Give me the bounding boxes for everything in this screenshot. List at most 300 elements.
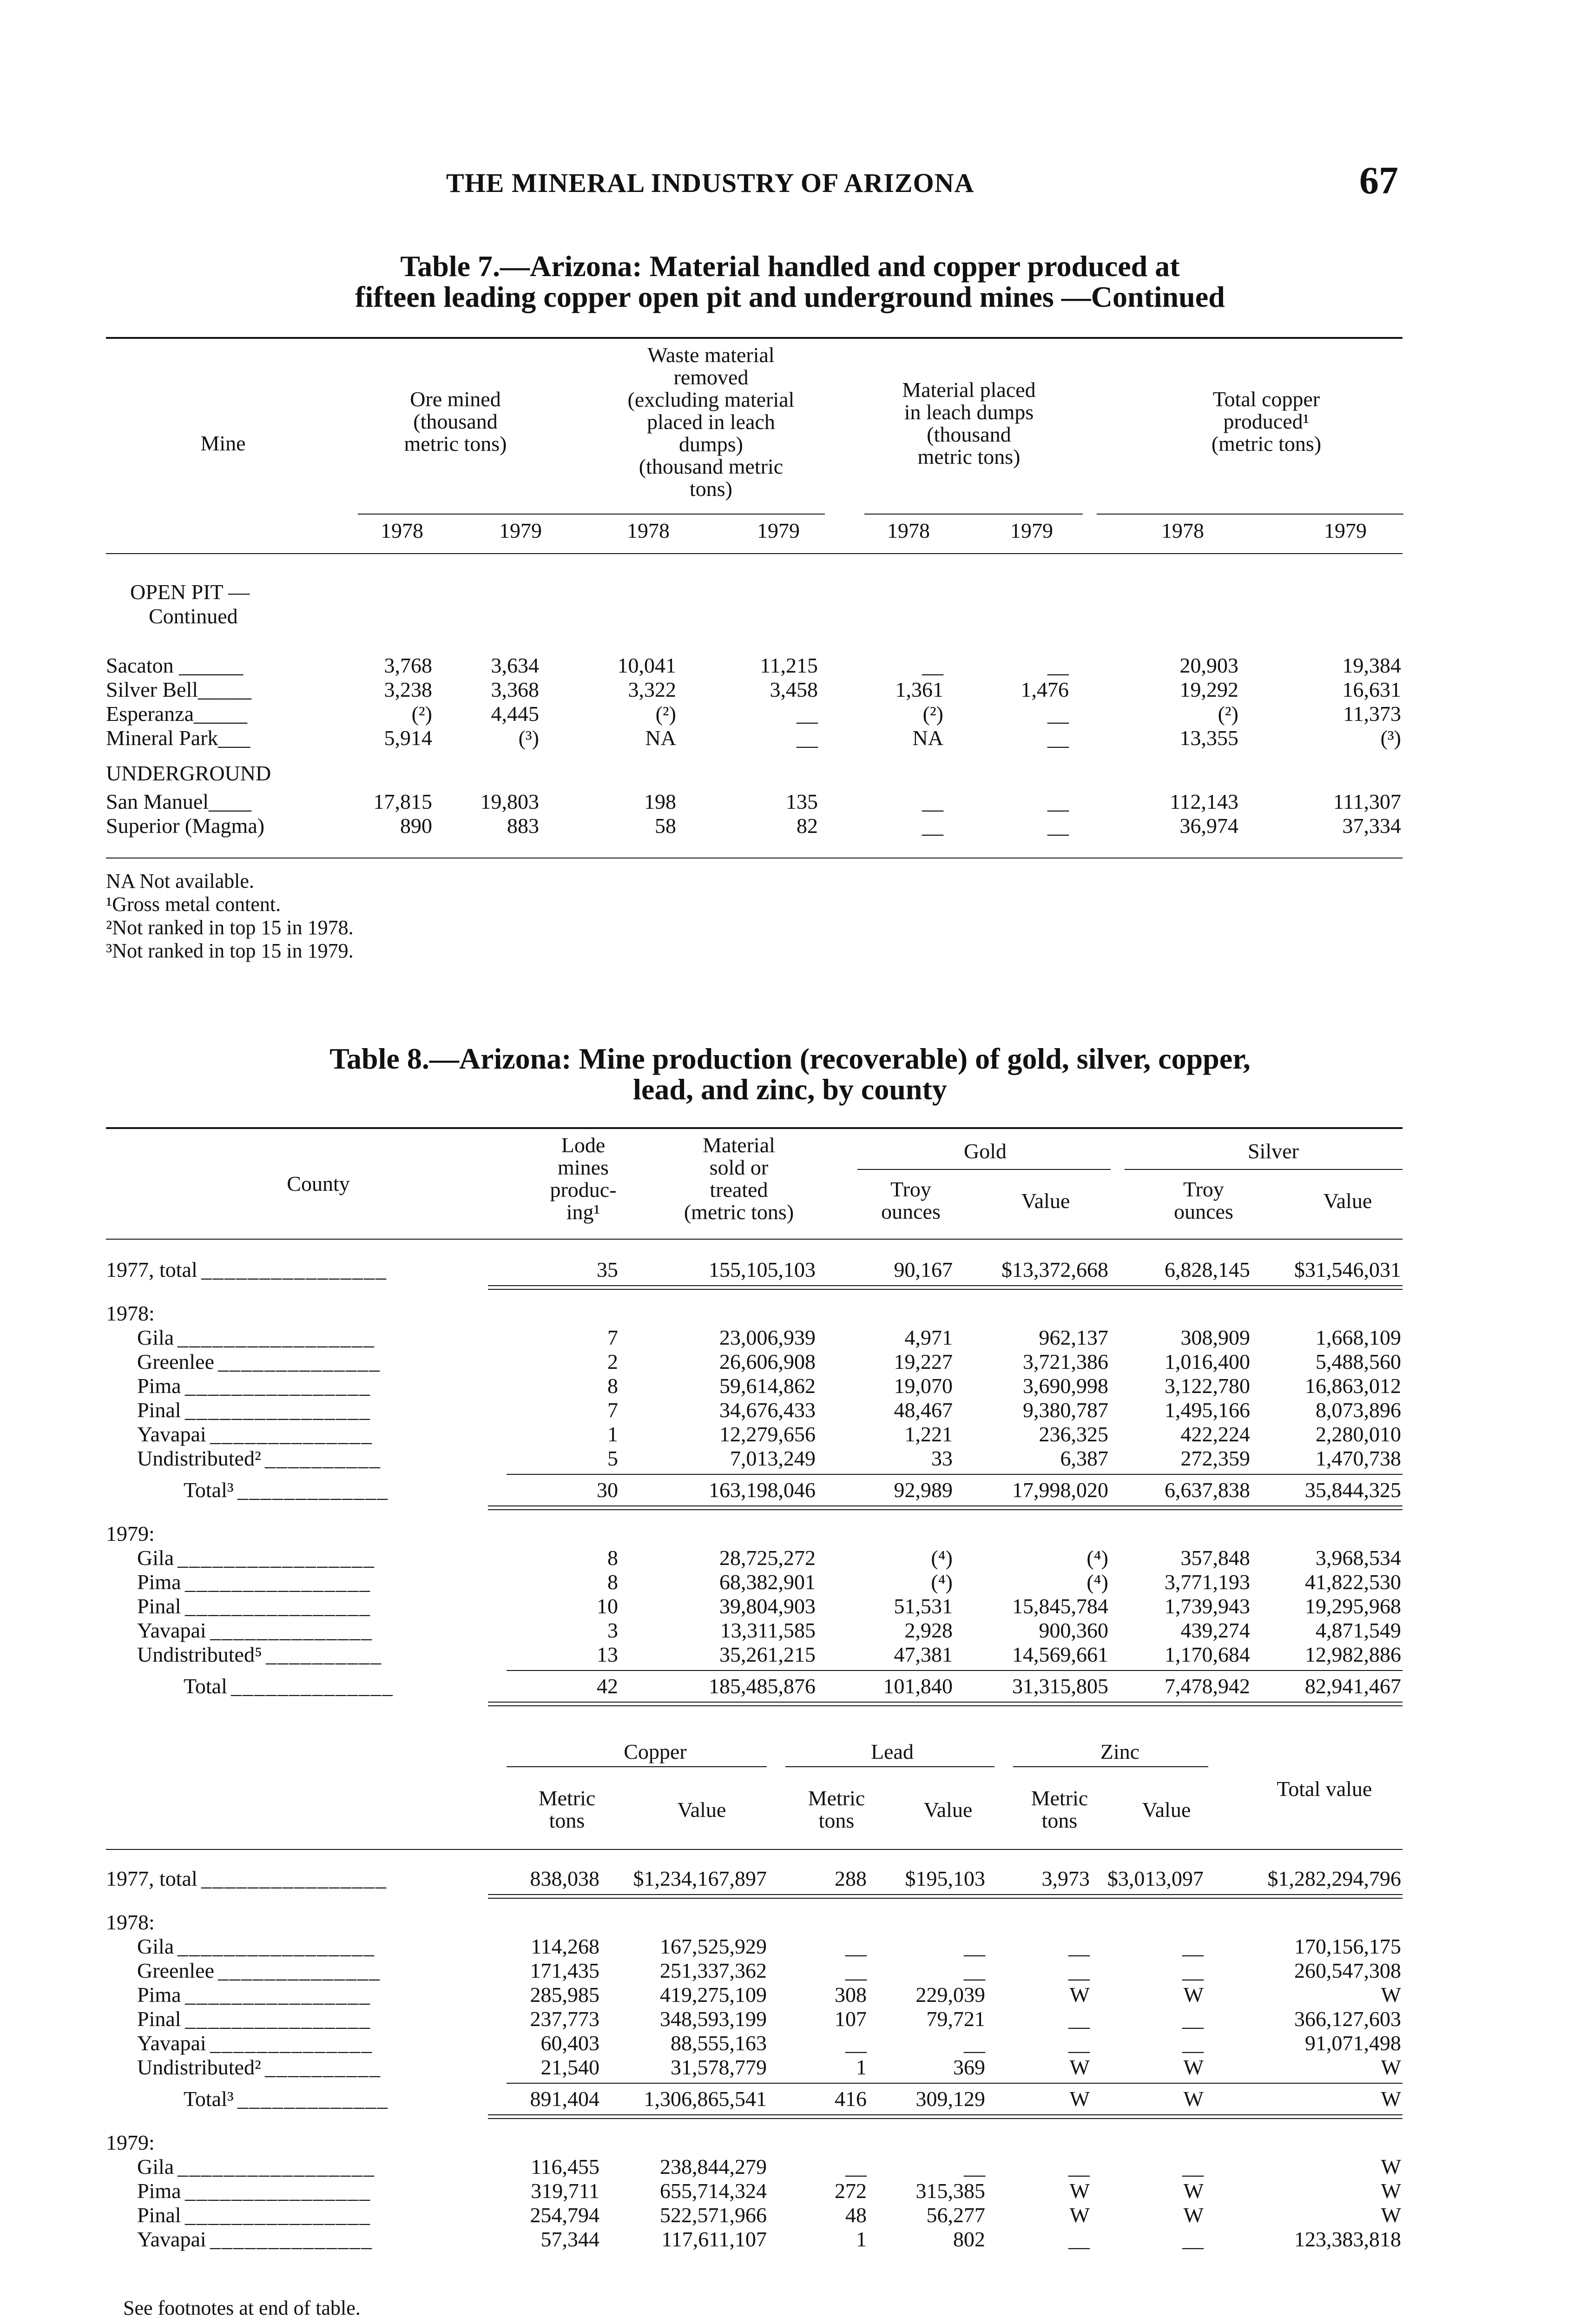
table-row xyxy=(0,2227,1580,2251)
cell-value: __ xyxy=(922,790,943,813)
cell-value: 90,167 xyxy=(894,1258,953,1281)
year-label: 1978: xyxy=(106,1910,155,1934)
cell-value: 366,127,603 xyxy=(1294,2007,1401,2031)
section-rule xyxy=(488,1702,1402,1703)
cell-value: 117,611,107 xyxy=(661,2227,767,2251)
county-label: Undistributed⁵ xyxy=(137,1643,263,1666)
cell-value: 114,268 xyxy=(531,1934,599,1958)
table7-top-rule xyxy=(106,337,1402,339)
county-label: Yavapai xyxy=(137,2031,206,2055)
county-label: Undistributed² xyxy=(137,2055,261,2079)
table8-col-total-value: Total value xyxy=(1277,1777,1372,1801)
table8-rule-silver xyxy=(1125,1169,1402,1170)
cell-value: 167,525,929 xyxy=(660,1934,767,1958)
cell-value: $3,013,097 xyxy=(1107,1867,1204,1890)
cell-value: $195,103 xyxy=(905,1867,985,1890)
section-rule xyxy=(488,1289,1402,1290)
cell-value: 23,006,939 xyxy=(719,1326,816,1349)
total-row xyxy=(0,1674,1580,1698)
table7-year: 1979 xyxy=(499,519,542,542)
cell-value: 883 xyxy=(507,814,539,838)
cell-value: 6,387 xyxy=(1060,1446,1108,1470)
cell-value: 3,458 xyxy=(770,678,818,701)
table8-col-value-copper: Value xyxy=(677,1798,726,1822)
section-rule xyxy=(488,1705,1402,1706)
cell-value: 3,968,534 xyxy=(1316,1546,1401,1570)
cell-value: (⁴) xyxy=(1086,1546,1108,1570)
table7-year: 1979 xyxy=(1010,519,1053,542)
table-row xyxy=(0,1349,1580,1373)
total-row xyxy=(0,1478,1580,1502)
cell-value: __ xyxy=(1068,1959,1090,1982)
table-row xyxy=(0,701,1580,726)
cell-value: 369 xyxy=(953,2055,985,2079)
cell-value: 308,909 xyxy=(1180,1326,1250,1349)
cell-value: W xyxy=(1381,2203,1401,2227)
leader-dots: ______________ xyxy=(218,1959,381,1982)
cell-value: (²) xyxy=(655,702,676,726)
table7-rule-copper xyxy=(1097,514,1403,515)
table7-year: 1979 xyxy=(1324,519,1367,542)
cell-value: 10,041 xyxy=(617,654,676,677)
table-row xyxy=(0,1958,1580,1982)
leader-dots: ________________ xyxy=(185,2203,371,2227)
cell-value: 3,721,386 xyxy=(1023,1350,1108,1373)
cell-value: 288 xyxy=(835,1867,867,1890)
county-label: Pinal xyxy=(137,1398,181,1422)
cell-value: W xyxy=(1069,2203,1090,2227)
cell-value: 6,637,838 xyxy=(1165,1478,1250,1502)
county-label: Pima xyxy=(137,1374,181,1398)
table7-rule-leach xyxy=(864,514,1083,515)
cell-value: 308 xyxy=(835,1983,867,2007)
section-rule xyxy=(488,1285,1402,1286)
cell-value: W xyxy=(1183,1983,1204,2007)
table8-col-metric-lead: Metric tons xyxy=(808,1786,865,1832)
cell-value: __ xyxy=(1068,2155,1090,2179)
cell-value: 890 xyxy=(400,814,432,838)
mine-name: Superior (Magma) xyxy=(106,814,265,838)
table8-col-value-lead: Value xyxy=(923,1798,973,1822)
cell-value: __ xyxy=(1047,814,1069,838)
cell-value: 251,337,362 xyxy=(660,1959,767,1982)
cell-value: 237,773 xyxy=(530,2007,599,2031)
table7-title-line1: Table 7.—Arizona: Material handled and copper produced at xyxy=(400,250,1180,283)
cell-value: __ xyxy=(1182,1934,1204,1958)
cell-value: __ xyxy=(1068,2227,1090,2251)
cell-value: 123,383,818 xyxy=(1294,2227,1401,2251)
cell-value: 10 xyxy=(597,1594,618,1618)
county-label: Pinal xyxy=(137,1594,181,1618)
table8-rule-lead xyxy=(785,1766,994,1767)
leader-dots: ______________ xyxy=(218,1350,381,1373)
cell-value: 11,373 xyxy=(1343,702,1401,726)
cell-value: __ xyxy=(1047,726,1069,750)
table-row xyxy=(0,1446,1580,1470)
cell-value: 11,215 xyxy=(760,654,818,677)
cell-value: 26,606,908 xyxy=(719,1350,816,1373)
cell-value: W xyxy=(1381,2179,1401,2203)
county-label: Greenlee xyxy=(137,1350,214,1373)
cell-value: 8 xyxy=(607,1570,618,1594)
table8-header-rule xyxy=(106,1239,1402,1240)
cell-value: 4,445 xyxy=(491,702,539,726)
county-label: Yavapai xyxy=(137,1618,206,1642)
cell-value: 185,485,876 xyxy=(709,1674,816,1698)
table7-title-line2: fifteen leading copper open pit and underground mines —Continued xyxy=(355,280,1225,313)
table7-col-leach: Material placed in leach dumps (thousand metric tons) xyxy=(902,378,1036,469)
leader-dots: __________ xyxy=(266,1643,382,1666)
county-label: 1977, total xyxy=(106,1867,198,1890)
cell-value: __ xyxy=(1182,2031,1204,2055)
cell-value: 14,569,661 xyxy=(1012,1643,1108,1666)
cell-value: W xyxy=(1069,1983,1090,2007)
county-label: Pima xyxy=(137,1983,181,2007)
leader-dots: _____________ xyxy=(237,2087,388,2111)
cell-value: 7 xyxy=(607,1398,618,1422)
table-row xyxy=(0,1618,1580,1642)
cell-value: $31,546,031 xyxy=(1294,1258,1401,1281)
cell-value: 13 xyxy=(597,1643,618,1666)
leader-dots: ________________ xyxy=(185,1570,371,1594)
table-row xyxy=(0,2203,1580,2227)
cell-value: 2 xyxy=(607,1350,618,1373)
cell-value: (⁴) xyxy=(931,1546,953,1570)
cell-value: 19,292 xyxy=(1179,678,1238,701)
table7-col-ore: Ore mined (thousand metric tons) xyxy=(404,387,507,456)
cell-value: 5 xyxy=(607,1446,618,1470)
table7-footnote: NA Not available. xyxy=(106,870,254,892)
cell-value: 39,804,903 xyxy=(719,1594,816,1618)
table-row xyxy=(0,789,1580,813)
cell-value: __ xyxy=(1182,1959,1204,1982)
county-label: Total xyxy=(184,1674,227,1698)
cell-value: W xyxy=(1183,2055,1204,2079)
table8-title-line2: lead, and zinc, by county xyxy=(633,1073,947,1106)
cell-value: 12,982,886 xyxy=(1305,1643,1401,1666)
cell-value: 33 xyxy=(931,1446,953,1470)
cell-value: 1,668,109 xyxy=(1316,1326,1401,1349)
cell-value: 31,578,779 xyxy=(671,2055,767,2079)
cell-value: 17,998,020 xyxy=(1012,1478,1108,1502)
year-heading xyxy=(0,1301,1580,1325)
county-label: 1977, total xyxy=(106,1258,198,1281)
leader-dots: _____________ xyxy=(237,1478,388,1502)
table8-col-metric-zinc: Metric tons xyxy=(1031,1786,1088,1832)
table-row xyxy=(0,1325,1580,1349)
cell-value: 48,467 xyxy=(894,1398,953,1422)
cell-value: 357,848 xyxy=(1180,1546,1250,1570)
cell-value: 19,803 xyxy=(480,790,539,813)
table-row xyxy=(0,1866,1580,1890)
cell-value: 31,315,805 xyxy=(1012,1674,1108,1698)
county-label: Pima xyxy=(137,1570,181,1594)
cell-value: 21,540 xyxy=(540,2055,599,2079)
leader-dots: ________________ xyxy=(185,2007,371,2031)
table8-header2-rule xyxy=(106,1849,1402,1850)
cell-value: 7 xyxy=(607,1326,618,1349)
cell-value: 1 xyxy=(856,2227,867,2251)
cell-value: __ xyxy=(1182,2227,1204,2251)
cell-value: 51,531 xyxy=(894,1594,953,1618)
table8-rule-gold xyxy=(857,1169,1111,1170)
table8-col-zinc: Zinc xyxy=(1100,1740,1140,1763)
cell-value: 3,634 xyxy=(491,654,539,677)
year-label: 1978: xyxy=(106,1301,155,1325)
cell-value: 4,871,549 xyxy=(1316,1618,1401,1642)
cell-value: 3,322 xyxy=(628,678,676,701)
cell-value: 3,238 xyxy=(384,678,432,701)
cell-value: 13,311,585 xyxy=(720,1618,816,1642)
leader-dots: _________________ xyxy=(178,2155,375,2179)
cell-value: W xyxy=(1183,2179,1204,2203)
county-label: Gila xyxy=(137,1326,174,1349)
cell-value: 16,631 xyxy=(1342,678,1401,701)
cell-value: (²) xyxy=(1218,702,1238,726)
cell-value: 1,170,684 xyxy=(1165,1643,1250,1666)
cell-value: 3,768 xyxy=(384,654,432,677)
cell-value: 82,941,467 xyxy=(1305,1674,1401,1698)
leader-dots: ______________ xyxy=(231,1674,394,1698)
cell-value: W xyxy=(1381,2055,1401,2079)
leader-dots: ________________ xyxy=(185,2179,371,2203)
cell-value: 88,555,163 xyxy=(671,2031,767,2055)
cell-value: 107 xyxy=(835,2007,867,2031)
table8-col-value-zinc: Value xyxy=(1142,1798,1191,1822)
cell-value: 1,476 xyxy=(1020,678,1069,701)
cell-value: 92,989 xyxy=(894,1478,953,1502)
cell-value: 42 xyxy=(597,1674,618,1698)
county-label: Gila xyxy=(137,1546,174,1570)
cell-value: 1,221 xyxy=(904,1422,953,1446)
section-rule xyxy=(488,2114,1402,2115)
cell-value: __ xyxy=(1068,2031,1090,2055)
cell-value: 48 xyxy=(845,2203,867,2227)
table8-col-lode: Lode mines produc- ing¹ xyxy=(550,1133,617,1224)
total-row xyxy=(0,2086,1580,2111)
cell-value: 116,455 xyxy=(531,2155,599,2179)
table-row xyxy=(0,2154,1580,2179)
leader-dots: ________________ xyxy=(185,1398,371,1422)
cell-value: __ xyxy=(964,2031,985,2055)
cell-value: __ xyxy=(845,2155,867,2179)
cell-value: __ xyxy=(964,1934,985,1958)
cell-value: 36,974 xyxy=(1179,814,1238,838)
county-label: Yavapai xyxy=(137,1422,206,1446)
cell-value: 47,381 xyxy=(894,1643,953,1666)
cell-value: 101,840 xyxy=(883,1674,953,1698)
leader-dots: _________________ xyxy=(178,1546,375,1570)
cell-value: 2,280,010 xyxy=(1316,1422,1401,1446)
cell-value: __ xyxy=(1047,654,1069,677)
table8-col-copper: Copper xyxy=(624,1740,687,1763)
cell-value: NA xyxy=(912,726,943,750)
table8-col-troy-silver: Troy ounces xyxy=(1174,1177,1233,1223)
cell-value: 285,985 xyxy=(530,1983,599,2007)
cell-value: 171,435 xyxy=(530,1959,599,1982)
cell-value: 260,547,308 xyxy=(1294,1959,1401,1982)
cell-value: 16,863,012 xyxy=(1305,1374,1401,1398)
section-rule xyxy=(488,1509,1402,1510)
table7-year: 1978 xyxy=(1161,519,1204,542)
table-row xyxy=(0,1594,1580,1618)
cell-value: 1 xyxy=(856,2055,867,2079)
table8-col-troy-gold: Troy ounces xyxy=(881,1177,941,1223)
cell-value: (³) xyxy=(1380,726,1401,750)
cell-value: 19,295,968 xyxy=(1305,1594,1401,1618)
table8-rule-zinc xyxy=(1013,1766,1208,1767)
cell-value: 1,016,400 xyxy=(1165,1350,1250,1373)
mine-name: Esperanza_____ xyxy=(106,702,247,726)
cell-value: W xyxy=(1381,1983,1401,2007)
table7-col-mine: Mine xyxy=(200,431,246,455)
cell-value: 419,275,109 xyxy=(660,1983,767,2007)
cell-value: 7,013,249 xyxy=(730,1446,816,1470)
mine-name: Sacaton ______ xyxy=(106,654,244,677)
cell-value: 12,279,656 xyxy=(719,1422,816,1446)
cell-value: 348,593,199 xyxy=(660,2007,767,2031)
cell-value: __ xyxy=(845,1934,867,1958)
cell-value: 3,973 xyxy=(1041,1867,1090,1890)
cell-value: 8,073,896 xyxy=(1316,1398,1401,1422)
table8-col-value-silver: Value xyxy=(1323,1189,1372,1213)
cell-value: 13,355 xyxy=(1179,726,1238,750)
cell-value: 309,129 xyxy=(915,2087,985,2111)
total-rule xyxy=(507,1474,1402,1475)
cell-value: 522,571,966 xyxy=(660,2203,767,2227)
cell-value: __ xyxy=(845,2031,867,2055)
cell-value: 79,721 xyxy=(926,2007,985,2031)
cell-value: 170,156,175 xyxy=(1294,1934,1401,1958)
table8-col-metric-copper: Metric tons xyxy=(538,1786,596,1832)
cell-value: __ xyxy=(1068,1934,1090,1958)
county-label: Pima xyxy=(137,2179,181,2203)
cell-value: __ xyxy=(964,2155,985,2179)
cell-value: NA xyxy=(645,726,676,750)
table7-header-rule xyxy=(106,553,1402,554)
table7-rule-ore-waste xyxy=(358,514,825,515)
cell-value: 3,122,780 xyxy=(1165,1374,1250,1398)
cell-value: __ xyxy=(922,814,943,838)
cell-value: $13,372,668 xyxy=(1001,1258,1108,1281)
cell-value: 19,384 xyxy=(1342,654,1401,677)
table-row xyxy=(0,813,1580,838)
table-row xyxy=(0,1642,1580,1666)
table8-col-county: County xyxy=(287,1172,350,1195)
table8-col-lead: Lead xyxy=(871,1740,914,1763)
table8-col-material: Material sold or treated (metric tons) xyxy=(684,1133,794,1224)
cell-value: W xyxy=(1381,2155,1401,2179)
running-title: THE MINERAL INDUSTRY OF ARIZONA xyxy=(446,168,974,198)
cell-value: __ xyxy=(1182,2155,1204,2179)
table-row xyxy=(0,726,1580,750)
cell-value: 20,903 xyxy=(1179,654,1238,677)
cell-value: 5,914 xyxy=(384,726,432,750)
leader-dots: ________________ xyxy=(201,1867,387,1890)
cell-value: __ xyxy=(1182,2007,1204,2031)
county-label: Total³ xyxy=(184,2087,234,2111)
cell-value: 91,071,498 xyxy=(1305,2031,1401,2055)
table7-footnote: ²Not ranked in top 15 in 1978. xyxy=(106,916,354,939)
table7-year: 1978 xyxy=(381,519,423,542)
cell-value: 1 xyxy=(607,1422,618,1446)
table7-year: 1979 xyxy=(757,519,800,542)
leader-dots: ______________ xyxy=(210,1618,373,1642)
leader-dots: ______________ xyxy=(210,2227,373,2251)
cell-value: 254,794 xyxy=(530,2203,599,2227)
table-row xyxy=(0,1545,1580,1570)
table-row xyxy=(0,1934,1580,1958)
mine-name: Silver Bell_____ xyxy=(106,678,252,701)
leader-dots: ______________ xyxy=(210,2031,373,2055)
cell-value: (⁴) xyxy=(931,1570,953,1594)
cell-value: (²) xyxy=(411,702,432,726)
table-row xyxy=(0,677,1580,701)
county-label: Gila xyxy=(137,2155,174,2179)
year-label: 1979: xyxy=(106,1522,155,1545)
cell-value: W xyxy=(1381,2087,1401,2111)
cell-value: 1,306,865,541 xyxy=(644,2087,767,2111)
cell-value: __ xyxy=(1047,702,1069,726)
cell-value: 155,105,103 xyxy=(709,1258,816,1281)
table-row xyxy=(0,1422,1580,1446)
cell-value: W xyxy=(1183,2203,1204,2227)
cell-value: 891,404 xyxy=(530,2087,599,2111)
county-label: Gila xyxy=(137,1934,174,1958)
cell-value: 28,725,272 xyxy=(719,1546,816,1570)
cell-value: W xyxy=(1069,2055,1090,2079)
cell-value: 3,368 xyxy=(491,678,539,701)
cell-value: 422,224 xyxy=(1180,1422,1250,1446)
table8-see-footnotes: See footnotes at end of table. xyxy=(123,2297,361,2319)
cell-value: 962,137 xyxy=(1039,1326,1108,1349)
cell-value: 8 xyxy=(607,1546,618,1570)
leader-dots: __________ xyxy=(265,1446,381,1470)
county-label: Pinal xyxy=(137,2007,181,2031)
cell-value: 59,614,862 xyxy=(719,1374,816,1398)
table8-col-gold: Gold xyxy=(964,1139,1007,1163)
cell-value: 416 xyxy=(835,2087,867,2111)
cell-value: 900,360 xyxy=(1039,1618,1108,1642)
year-heading xyxy=(0,1910,1580,1934)
table-row xyxy=(0,1982,1580,2007)
cell-value: (⁴) xyxy=(1086,1570,1108,1594)
cell-value: 315,385 xyxy=(915,2179,985,2203)
cell-value: 56,277 xyxy=(926,2203,985,2227)
table-row xyxy=(0,1398,1580,1422)
section-rule xyxy=(488,1894,1402,1895)
table7-section-open-pit: OPEN PIT — Continued xyxy=(130,580,250,628)
cell-value: (²) xyxy=(922,702,943,726)
cell-value: 8 xyxy=(607,1374,618,1398)
county-label: Undistributed² xyxy=(137,1446,261,1470)
mine-name: Mineral Park___ xyxy=(106,726,250,750)
page-number: 67 xyxy=(1359,159,1398,202)
cell-value: 19,070 xyxy=(894,1374,953,1398)
cell-value: W xyxy=(1069,2087,1090,2111)
table7-col-waste: Waste material removed (excluding material placed in leach dumps) (thousand metric tons) xyxy=(627,343,795,501)
cell-value: $1,234,167,897 xyxy=(633,1867,767,1890)
cell-value: 9,380,787 xyxy=(1023,1398,1108,1422)
cell-value: 112,143 xyxy=(1170,790,1238,813)
cell-value: 802 xyxy=(953,2227,985,2251)
cell-value: 655,714,324 xyxy=(660,2179,767,2203)
cell-value: 58 xyxy=(655,814,676,838)
cell-value: __ xyxy=(1047,790,1069,813)
cell-value: 198 xyxy=(644,790,676,813)
cell-value: 82 xyxy=(797,814,818,838)
leader-dots: ______________ xyxy=(210,1422,373,1446)
